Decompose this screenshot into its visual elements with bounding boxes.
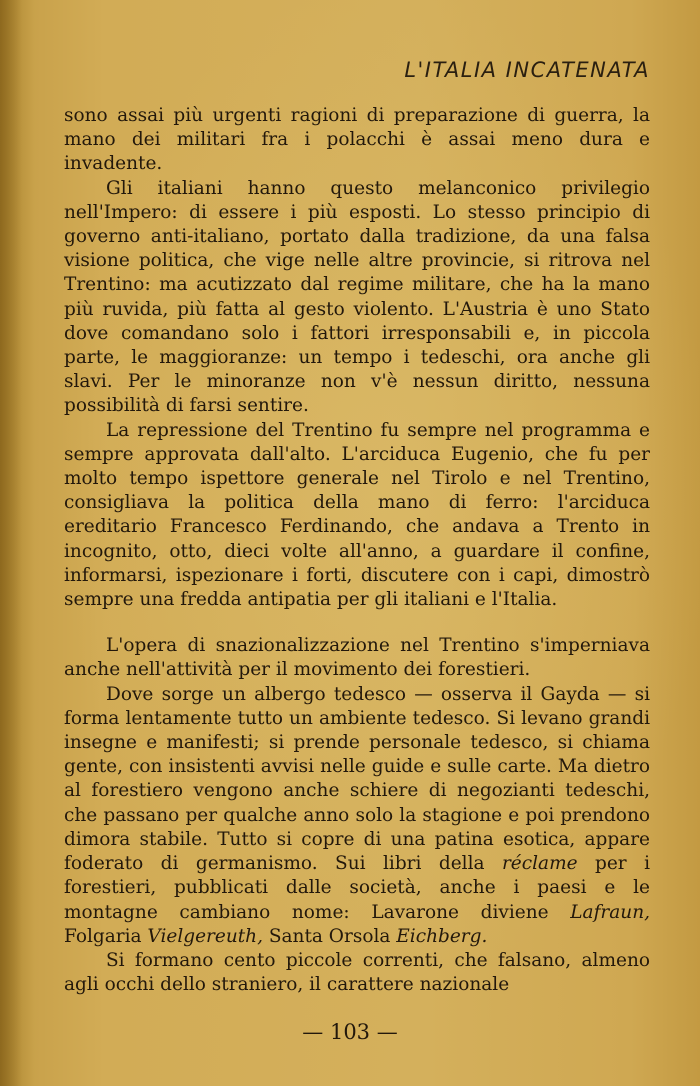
paragraph-5-text-2: per i forestieri, pubblicati dalle società, anche i paesi e le montagne cambiano nome: Lavarone diviene: [64, 853, 650, 923]
spine-shadow: [0, 0, 22, 1086]
page-number: — 103 —: [302, 1020, 398, 1044]
italic-lafraun: Lafraun,: [570, 901, 650, 923]
paragraph-2: Gli italiani hanno questo melanconico privilegio nell'Impero: di essere i più esposti. Lo stesso principio di governo anti-italiano, portato dalla tradizione, da una falsa visione politica, che vige nelle altre provincie, si ritrova nel Trentino: ma acutizzato dal regime militare, che ha la mano più ruvida, più fatta al gesto violento. L'Austria è uno Stato dove comandano solo i fattori irresponsabili e, in piccola parte, le maggioranze: un tempo i tedeschi, ora anche gli slavi. Per le minoranze non v'è nessun diritto, nessuna possibilità di farsi sentire.: [64, 177, 650, 417]
paragraph-5: [64, 683, 650, 949]
paragraph-5-text-4: Santa Orsola: [262, 925, 397, 947]
italic-vielgereuth: Vielgereuth,: [147, 925, 263, 947]
paragraph-5-text: Dove sorge un albergo tedesco — osserva il Gayda — si forma lentamente tutto un ambiente tedesco. Si levano grandi insegne e manifesti; si prende personale tedesco, si chiama gente, con insistenti avvisi nelle guide e sulle carte. Ma dietro al forestiero vengono anche schiere di negozianti tedeschi, che passano per qualche anno solo la stagione e poi prendono dimora stabile. Tutto si copre di una patina esotica, appare foderato di germanismo. Sui libri della: [64, 683, 650, 875]
italic-eichberg: Eichberg.: [396, 925, 488, 947]
paragraph-6: Si formano cento piccole correnti, che falsano, almeno agli occhi dello straniero, il carattere nazionale: [64, 949, 650, 996]
paragraph-3: La repressione del Trentino fu sempre nel programma e sempre approvata dall'alto. L'arciduca Eugenio, che fu per molto tempo ispettore generale nel Tirolo e nel Trentino, consigliava la politica della mano di ferro: l'arciduca ereditario Francesco Ferdinando, che andava a Trento in incognito, otto, dieci volte all'anno, a guardare il confine, informarsi, ispezionare i forti, discutere con i capi, dimostrò sempre una fredda antipatia per gli italiani e l'Italia.: [64, 419, 650, 611]
paragraph-1: sono assai più urgenti ragioni di preparazione di guerra, la mano dei militari fra i polacchi è assai meno dura e invadente.: [64, 105, 650, 175]
paragraph-5-text-3: Folgaria: [64, 925, 148, 947]
italic-reclame: réclame: [501, 853, 578, 875]
running-title: L'ITALIA INCATENATA: [404, 58, 650, 82]
section-break: [64, 612, 650, 634]
paragraph-4: L'opera di snazionalizzazione nel Trentino s'imperniava anche nell'attività per il movimento dei forestieri.: [64, 635, 650, 681]
body-text: [64, 104, 650, 997]
